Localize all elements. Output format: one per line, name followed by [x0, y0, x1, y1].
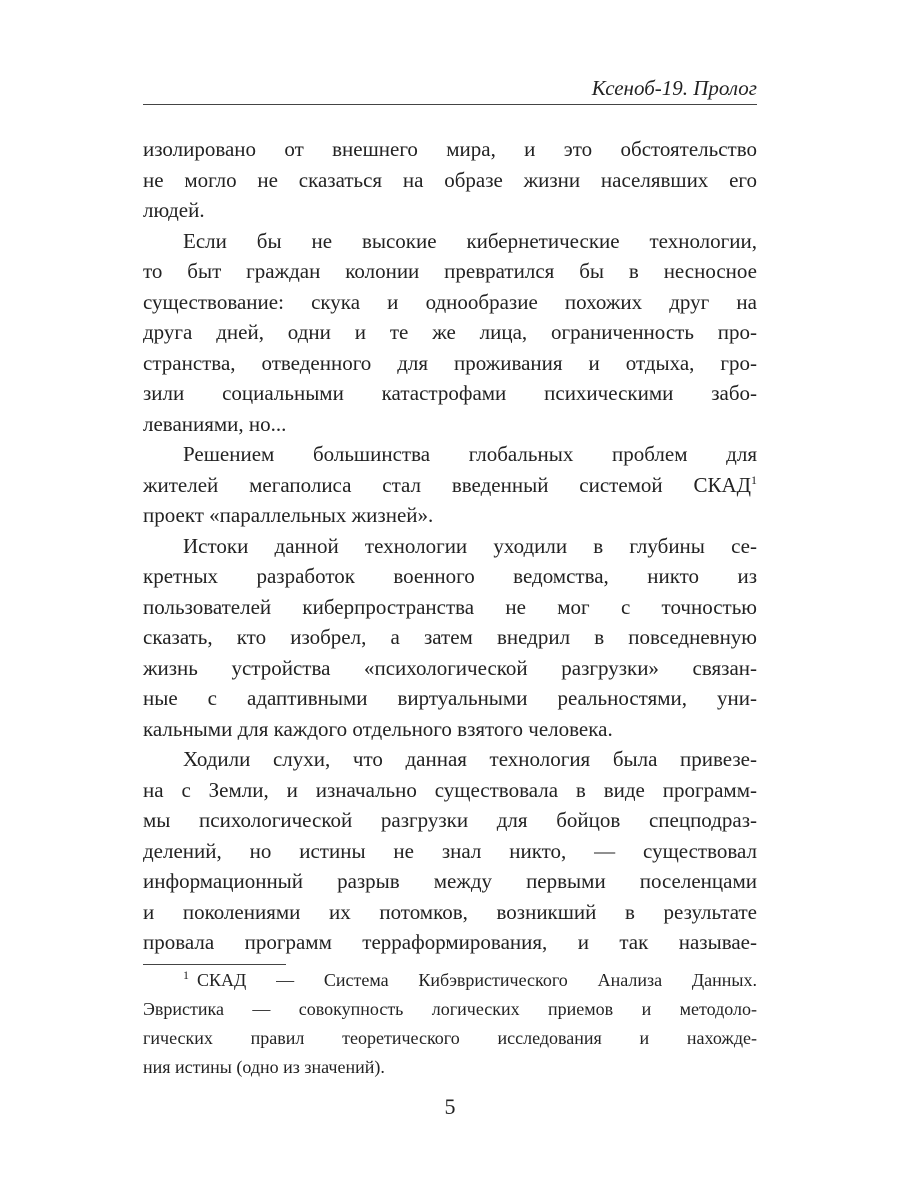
text-line-content: ные с адаптивными виртуальными реальностями, уни- [143, 686, 757, 710]
text-line [143, 866, 757, 897]
text-line [143, 592, 757, 623]
text-line-content: Решением большинства глобальных проблем для [183, 442, 757, 466]
text-line-content: Если бы не высокие кибернетические технологии, [183, 228, 757, 253]
text-line-content: информационный разрыв между первыми поселенцами [143, 869, 757, 893]
text-line [143, 256, 757, 287]
text-line [143, 439, 757, 470]
text-line-content: зили социальными катастрофами психическими забо- [143, 381, 757, 405]
text-line-content: пользователей киберпространства не мог с точностью [143, 594, 757, 619]
text-line-content: кретных разработок военного ведомства, никто из [143, 564, 757, 588]
footnote-line-content: гических правил теоретического исследования и нахожде- [143, 1028, 757, 1048]
text-line [143, 195, 757, 226]
text-line [143, 653, 757, 684]
text-line [143, 744, 757, 775]
footnote-line [143, 1024, 757, 1053]
footnote-line [143, 995, 757, 1024]
footnote-marker: 1 [183, 968, 189, 982]
footnote [143, 966, 757, 1082]
text-line [143, 897, 757, 928]
body-text [143, 134, 757, 958]
text-line [143, 287, 757, 318]
text-line [143, 165, 757, 196]
text-line [143, 805, 757, 836]
header-rule [143, 104, 757, 105]
text-line [143, 561, 757, 592]
text-line-content: на с Земли, и изначально существовала в виде программ- [143, 777, 757, 802]
text-line-content: то быт граждан колонии превратился бы в несносное [143, 259, 757, 283]
page-number: 5 [444, 1094, 456, 1119]
text-line [143, 134, 757, 165]
text-line-content: Ходили слухи, что данная технология была привезе- [183, 747, 757, 771]
text-line [143, 927, 757, 958]
footnote-line-content: ния истины (одно из значений). [143, 1057, 385, 1077]
text-line-content: кальными для каждого отдельного взятого человека. [143, 716, 613, 741]
footnote-rule [143, 964, 286, 965]
text-line-content: леваниями, но... [143, 411, 287, 436]
text-line-content: сказать, кто изобрел, а затем внедрил в повседневную [143, 625, 757, 649]
text-line [143, 683, 757, 714]
text-line-content: изолировано от внешнего мира, и это обстоятельство [143, 137, 757, 161]
text-line-content: провала программ терраформирования, и так называе- [143, 930, 757, 954]
text-line [143, 836, 757, 867]
text-line-content: людей. [143, 198, 205, 222]
text-line-content: Истоки данной технологии уходили в глубины се- [183, 533, 757, 558]
text-line-content: мы психологической разгрузки для бойцов спецподраз- [143, 808, 757, 832]
text-line [143, 500, 757, 531]
text-line-content: не могло не сказаться на образе жизни населявших его [143, 167, 757, 192]
text-line-content: друга дней, одни и те же лица, ограниченность про- [143, 320, 757, 344]
text-line [143, 714, 757, 745]
text-line [143, 348, 757, 379]
footnote-reference[interactable]: 1 [751, 472, 757, 487]
text-line-content: странства, отведенного для проживания и отдыха, гро- [143, 350, 757, 375]
text-line [143, 470, 757, 501]
text-line-content: проект «параллельных жизней». [143, 503, 434, 527]
text-line [143, 378, 757, 409]
text-line [143, 531, 757, 562]
text-line [143, 775, 757, 806]
text-line [143, 622, 757, 653]
footnote-line-content: СКАД — Система Кибэвристического Анализа Данных. [197, 970, 757, 990]
text-line-content: и поколениями их потомков, возникший в результате [143, 899, 757, 924]
text-line-content: делений, но истины не знал никто, — существовал [143, 838, 757, 863]
footnote-line [143, 966, 757, 995]
text-line-content: жителей мегаполиса стал введенный системой СКАД [143, 472, 751, 497]
footnote-line [143, 1053, 757, 1082]
text-line [143, 409, 757, 440]
footnote-line-content: Эвристика — совокупность логических приемов и методоло- [143, 999, 757, 1019]
text-line [143, 226, 757, 257]
text-line [143, 317, 757, 348]
text-line-content: жизнь устройства «психологической разгрузки» связан- [143, 655, 757, 680]
text-line-content: существование: скука и однообразие похожих друг на [143, 289, 757, 314]
running-header: Ксеноб-19. Пролог [591, 76, 757, 100]
